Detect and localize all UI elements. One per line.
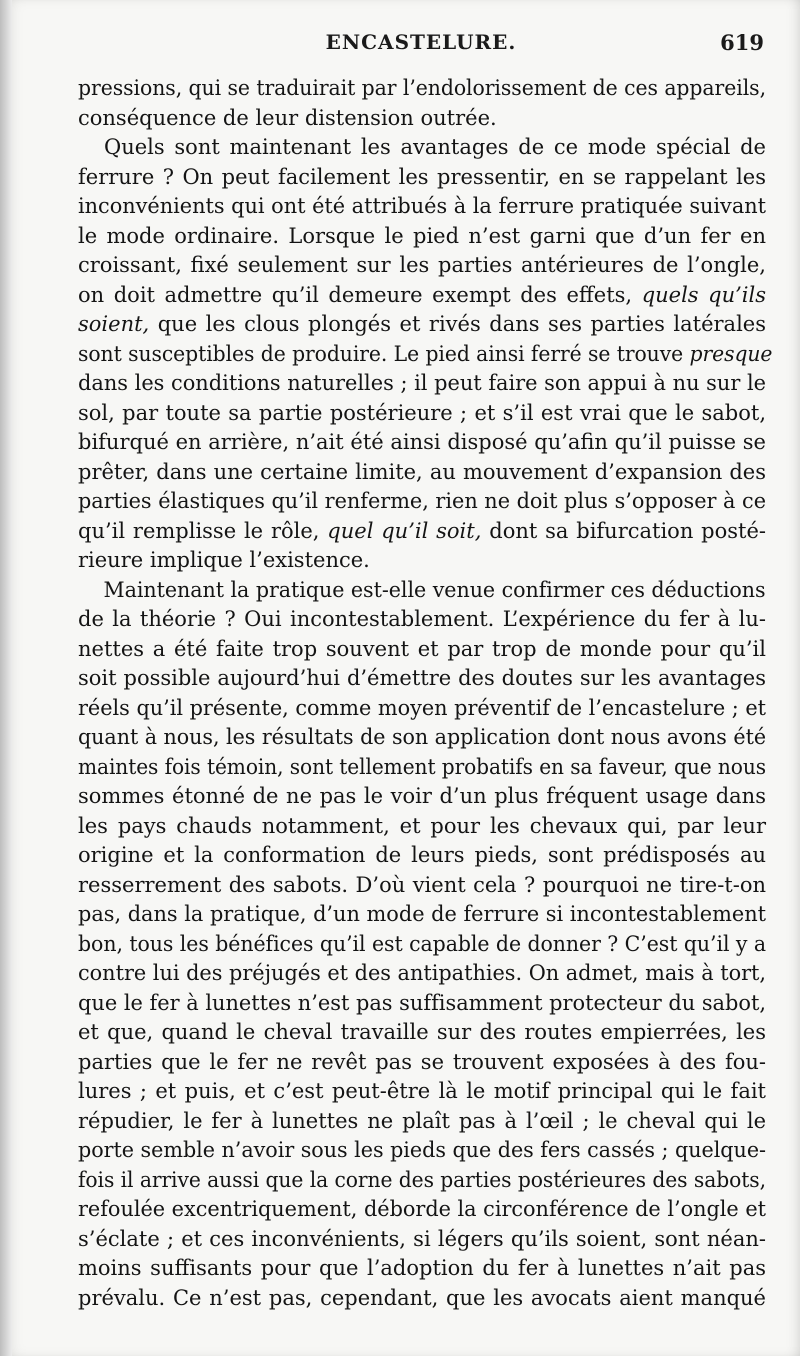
text-line: croissant, fixé seulement sur les parties antérieures de l’ongle,	[78, 253, 766, 277]
italic-phrase: quels qu’ils	[641, 282, 766, 307]
text-line: bifurqué en arrière, n’ait été ainsi disposé qu’afin qu’il puisse se	[78, 430, 766, 454]
text-line: maintes fois témoin, sont tellement probatifs en sa faveur, que nous	[78, 754, 766, 779]
text-line: Quels sont maintenant les avantages de ce mode spécial de	[104, 135, 766, 159]
text-line: Maintenant la pratique est-elle venue confirmer ces déductions	[103, 577, 766, 602]
text-line: pas, dans la pratique, d’un mode de ferrure si incontestablement	[78, 902, 766, 926]
text-line: que le fer à lunettes n’est pas suffisamment protecteur du sabot,	[78, 990, 766, 1015]
text-line: qu’il remplisse le rôle, quel qu’il soit, dont sa bifurcation posté-	[78, 518, 767, 543]
text-line: soient, que les clous plongés et rivés dans ses parties latérales	[78, 312, 766, 336]
text-line: nettes a été faite trop souvent et par trop de monde pour qu’il	[78, 636, 766, 661]
text-line: et que, quand le cheval travaille sur des routes empierrées, les	[78, 1020, 766, 1044]
text-line: le mode ordinaire. Lorsque le pied n’est garni que d’un fer en	[78, 223, 766, 248]
body-text	[78, 74, 773, 1313]
page-gutter	[0, 0, 12, 1356]
text-line: pressions, qui se traduirait par l’endolorissement de ces appareils,	[78, 76, 766, 100]
text-line: on doit admettre qu’il demeure exempt des effets, quels qu’ils	[78, 282, 766, 307]
italic-phrase: quel qu’il soit,	[327, 518, 482, 543]
text-line: s’éclate ; et ces inconvénients, si légers qu’ils soient, sont néan-	[78, 1226, 766, 1251]
text-line: les pays chauds notamment, et pour les chevaux qui, par leur	[78, 813, 766, 838]
running-head	[78, 30, 764, 58]
text-line: de la théorie ? Oui incontestablement. L’expérience du fer à lu-	[78, 607, 766, 631]
text-line: porte semble n’avoir sous les pieds que des fers cassés ; quelque-	[78, 1138, 766, 1162]
text-line: refoulée excentriquement, déborde la circonférence de l’ongle et	[78, 1197, 766, 1221]
running-title: ENCASTELURE.	[325, 30, 517, 54]
text-line: sont susceptibles de produire. Le pied ainsi ferré se trouve presque	[78, 341, 773, 366]
text-line: parties élastiques qu’il renferme, rien ne doit plus s’opposer à ce	[78, 489, 766, 513]
text-line: prévalu. Ce n’est pas, cependant, que les avocats aient manqué	[78, 1285, 766, 1310]
italic-phrase: presque	[689, 341, 773, 366]
text-line: parties que le fer ne revêt pas se trouvent exposées à des fou-	[78, 1049, 766, 1074]
text-line: lures ; et puis, et c’est peut-être là le motif principal qui le fait	[78, 1079, 766, 1103]
text-line: contre lui des préjugés et des antipathies. On admet, mais à tort,	[78, 961, 766, 985]
text-line: inconvénients qui ont été attribués à la ferrure pratiquée suivant	[78, 194, 766, 218]
text-line: soit possible aujourd’hui d’émettre des doutes sur les avantages	[78, 666, 766, 690]
text-line: conséquence de leur distension outrée.	[78, 105, 497, 130]
text-line: quant à nous, les résultats de son application dont nous avons été	[78, 725, 766, 749]
text-line: moins suffisants pour que l’adoption du fer à lunettes n’ait pas	[78, 1256, 766, 1280]
text-line: sol, par toute sa partie postérieure ; et s’il est vrai que le sabot,	[78, 400, 766, 425]
italic-phrase: soient,	[78, 312, 150, 336]
page-number: 619	[720, 30, 764, 55]
text-line: rieure implique l’existence.	[78, 548, 370, 572]
text-line: dans les conditions naturelles ; il peut faire son appui à nu sur le	[78, 371, 766, 395]
text-line: resserrement des sabots. D’où vient cela ? pourquoi ne tire-t-on	[78, 872, 766, 897]
text-line: réels qu’il présente, comme moyen préventif de l’encastelure ; et	[78, 695, 766, 720]
text-line: origine et la conformation de leurs pieds, sont prédisposés au	[78, 843, 766, 867]
text-line: répudier, le fer à lunettes ne plaît pas à l’œil ; le cheval qui le	[78, 1108, 766, 1133]
text-line: bon, tous les bénéfices qu’il est capable de donner ? C’est qu’il y a	[78, 931, 766, 956]
text-line: fois il arrive aussi que la corne des parties postérieures des sabots,	[78, 1167, 766, 1192]
text-line: sommes étonné de ne pas le voir d’un plus fréquent usage dans	[78, 784, 766, 808]
text-line: prêter, dans une certaine limite, au mouvement d’expansion des	[78, 459, 766, 484]
text-line: ferrure ? On peut facilement les pressentir, en se rappelant les	[78, 164, 766, 189]
